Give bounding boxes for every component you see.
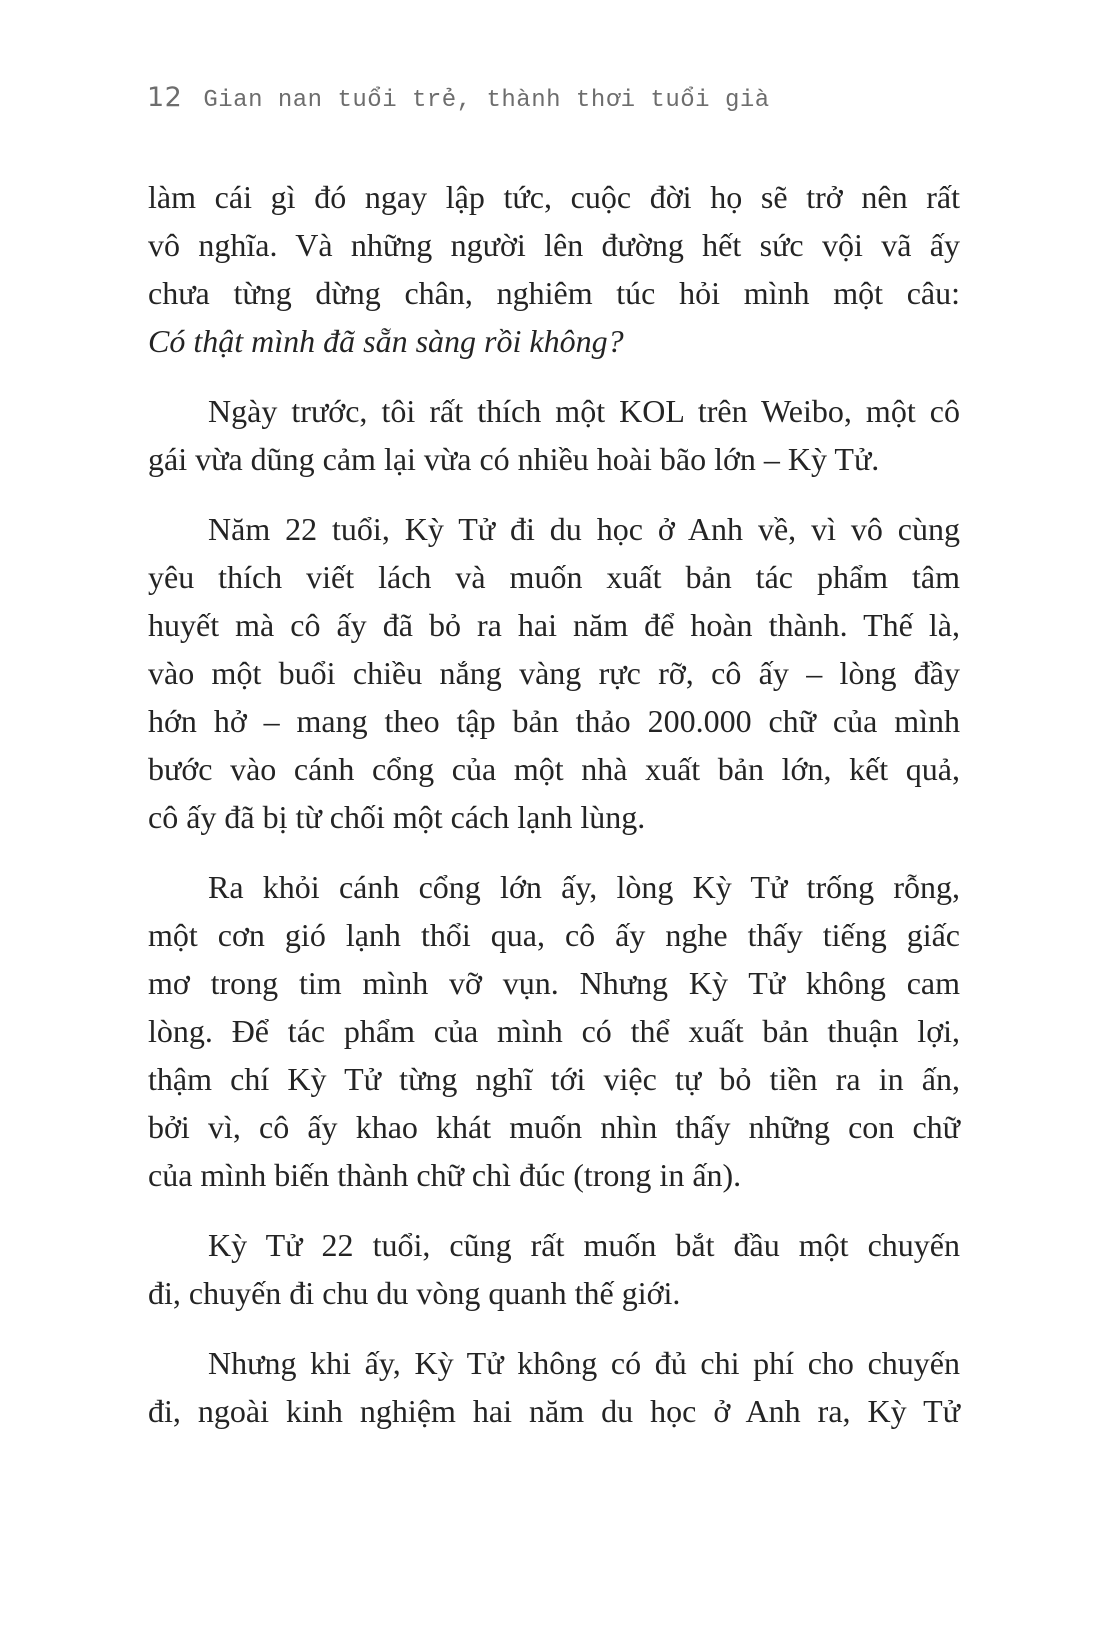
text-line: chưa từng dừng chân, nghiêm túc hỏi mình một câu:	[148, 275, 960, 311]
paragraph	[148, 173, 960, 365]
text-line: lòng. Để tác phẩm của mình có thể xuất bản thuận lợi,	[148, 1013, 960, 1049]
paragraph	[148, 387, 960, 483]
text-line: của mình biến thành chữ chì đúc (trong in ấn).	[148, 1157, 742, 1193]
text-line: Có thật mình đã sẵn sàng rồi không?	[148, 323, 624, 359]
running-header	[147, 82, 770, 114]
text-line: hớn hở – mang theo tập bản thảo 200.000 chữ của mình	[148, 703, 960, 739]
text-line: vô nghĩa. Và những người lên đường hết sức vội vã ấy	[148, 227, 960, 263]
running-title: Gian nan tuổi trẻ, thành thơi tuổi già	[203, 87, 770, 114]
paragraph	[148, 1339, 960, 1435]
text-line: cô ấy đã bị từ chối một cách lạnh lùng.	[148, 799, 646, 835]
paragraph	[148, 505, 960, 841]
text-line: huyết mà cô ấy đã bỏ ra hai năm để hoàn thành. Thế là,	[148, 607, 960, 643]
text-line: Ngày trước, tôi rất thích một KOL trên Weibo, một cô	[208, 393, 960, 429]
page-number: 12	[147, 82, 183, 113]
text-line: Ra khỏi cánh cổng lớn ấy, lòng Kỳ Tử trống rỗng,	[208, 869, 960, 905]
text-line: bước vào cánh cổng của một nhà xuất bản lớn, kết quả,	[148, 751, 960, 787]
paragraph	[148, 1221, 960, 1317]
text-line: gái vừa dũng cảm lại vừa có nhiều hoài bão lớn – Kỳ Tử.	[148, 441, 880, 477]
text-line: bởi vì, cô ấy khao khát muốn nhìn thấy những con chữ	[148, 1109, 960, 1145]
text-line: vào một buổi chiều nắng vàng rực rỡ, cô ấy – lòng đầy	[148, 655, 960, 691]
text-line: đi, chuyến đi chu du vòng quanh thế giới.	[148, 1275, 681, 1311]
paragraph	[148, 863, 960, 1199]
text-line: đi, ngoài kinh nghiệm hai năm du học ở Anh ra, Kỳ Tử	[148, 1393, 960, 1429]
text-line: mơ trong tim mình vỡ vụn. Nhưng Kỳ Tử không cam	[148, 965, 960, 1001]
text-line: yêu thích viết lách và muốn xuất bản tác phẩm tâm	[148, 559, 960, 595]
text-line: Nhưng khi ấy, Kỳ Tử không có đủ chi phí cho chuyến	[208, 1345, 960, 1381]
text-line: thậm chí Kỳ Tử từng nghĩ tới việc tự bỏ tiền ra in ấn,	[148, 1061, 960, 1097]
text-line: một cơn gió lạnh thổi qua, cô ấy nghe thấy tiếng giấc	[148, 917, 960, 953]
text-line: Kỳ Tử 22 tuổi, cũng rất muốn bắt đầu một chuyến	[208, 1227, 960, 1263]
text-line: làm cái gì đó ngay lập tức, cuộc đời họ sẽ trở nên rất	[148, 179, 960, 215]
text-line: Năm 22 tuổi, Kỳ Tử đi du học ở Anh về, vì vô cùng	[208, 511, 960, 547]
body-text	[148, 173, 960, 1435]
